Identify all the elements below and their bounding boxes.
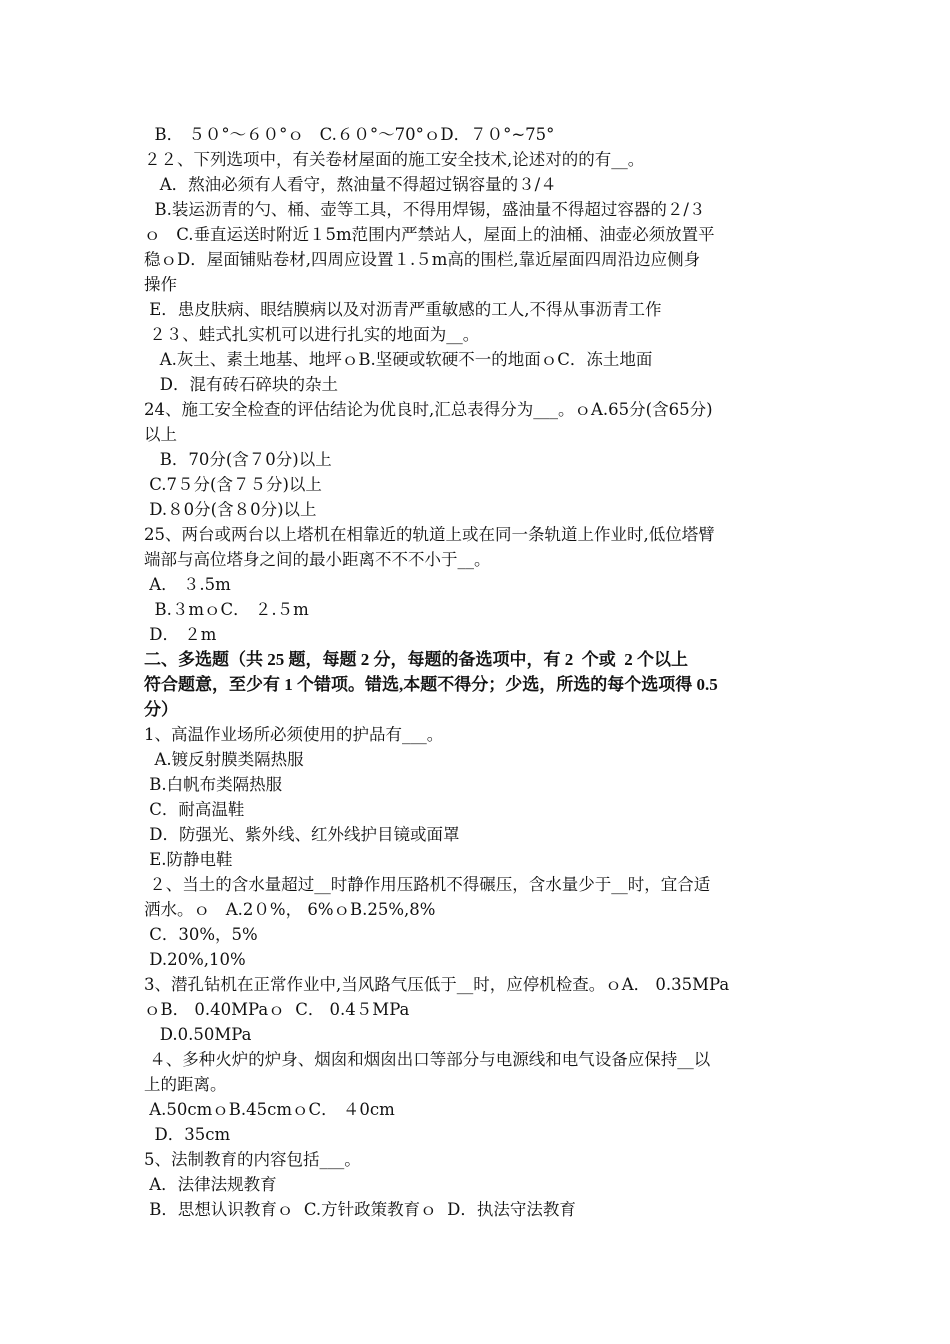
text-line: C.7５分(含７５分)以上 xyxy=(144,475,322,494)
question-3-stem: 3、潜孔钻机在正常作业中,当风路气压低于__时，应停机检查。ｏA． 0.35MPa xyxy=(144,975,730,994)
text-line: B.３mｏC． ２.５m xyxy=(144,600,309,619)
section-heading: 二、多选题（共 25 题，每题 2 分，每题的备选项中，有 2 个或 2 个以上 xyxy=(144,650,688,669)
text-line: 端部与高位塔身之间的最小距离不不不小于__。 xyxy=(144,550,491,569)
text-line: B.白帆布类隔热服 xyxy=(144,775,283,794)
text-line: 洒水。ｏ A.2０%， 6%ｏB.25%,8% xyxy=(144,900,436,919)
text-line: E．患皮肤病、眼结膜病以及对沥青严重敏感的工人,不得从事沥青工作 xyxy=(144,300,662,319)
question-1-stem: 1、高温作业场所必须使用的护品有___。 xyxy=(144,725,444,744)
text-line: ｏB． 0.40MPaｏ C． 0.4５MPa xyxy=(144,1000,410,1019)
text-line: C．30%，5% xyxy=(144,925,258,944)
text-line: C．耐高温鞋 xyxy=(144,800,245,819)
text-line: D． ２m xyxy=(144,625,217,644)
question-4-stem: ４、多种火炉的炉身、烟囱和烟囱出口等部分与电源线和电气设备应保持__以 xyxy=(144,1050,711,1069)
question-5-stem: 5、法制教育的内容包括___。 xyxy=(144,1150,361,1169)
text-line: ｏ C.垂直运送时附近１5m范围内严禁站人，屋面上的油桶、油壶必须放置平 xyxy=(144,225,715,244)
section-heading: 分） xyxy=(144,700,178,719)
text-line: D.20%,10% xyxy=(144,950,246,969)
text-line: A.镀反射膜类隔热服 xyxy=(144,750,304,769)
text-line: A.50cmｏB.45cmｏC． ４0cm xyxy=(144,1100,395,1119)
text-line: B．思想认识教育ｏ C.方针政策教育ｏ D．执法守法教育 xyxy=(144,1200,576,1219)
text-line: E.防静电鞋 xyxy=(144,850,233,869)
section-heading: 符合题意，至少有 1 个错项。错选,本题不得分；少选，所选的每个选项得 0.5 xyxy=(144,675,718,694)
text-line: D．混有砖石碎块的杂土 xyxy=(144,375,338,394)
text-line: D.0.50MPa xyxy=(144,1025,252,1044)
text-line: D.８0分(含８0分)以上 xyxy=(144,500,317,519)
text-line: D．防强光、紫外线、红外线护目镜或面罩 xyxy=(144,825,460,844)
text-line: 上的距离。 xyxy=(144,1075,227,1094)
text-line: B．70分(含７0分)以上 xyxy=(144,450,332,469)
text-line: B.装运沥青的勺、桶、壶等工具，不得用焊锡，盛油量不得超过容器的２/３ xyxy=(144,200,706,219)
question-23-stem: ２３、蛙式扎实机可以进行扎实的地面为__。 xyxy=(144,325,480,344)
question-25-stem: 25、两台或两台以上塔机在相靠近的轨道上或在同一条轨道上作业时,低位塔臂 xyxy=(144,525,715,544)
text-line: 稳ｏD．屋面铺贴卷材,四周应设置１.５m高的围栏,靠近屋面四周沿边应侧身 xyxy=(144,250,701,269)
text-line: A．熬油必须有人看守，熬油量不得超过锅容量的３/４ xyxy=(144,175,557,194)
question-2-stem: ２、当土的含水量超过__时静作用压路机不得碾压，含水量少于__时，宜合适 xyxy=(144,875,711,894)
document-page xyxy=(144,122,812,1222)
question-22-stem: ２２、下列选项中，有关卷材屋面的施工安全技术,论述对的的有__。 xyxy=(144,150,645,169)
text-line: A.灰土、素土地基、地坪ｏB.坚硬或软硬不一的地面ｏC．冻土地面 xyxy=(144,350,653,369)
text-line: A． ３.5m xyxy=(144,575,231,594)
text-line: A．法律法规教育 xyxy=(144,1175,277,1194)
text-line: B． ５０°～６０°ｏ C.６０°～70°ｏD．７０°~75° xyxy=(144,125,555,144)
text-line: 操作 xyxy=(144,275,177,294)
question-24-stem: 24、施工安全检查的评估结论为优良时,汇总表得分为___。ｏA.65分(含65分) xyxy=(144,400,713,419)
text-line: 以上 xyxy=(144,425,177,444)
text-line: D．35cm xyxy=(144,1125,231,1144)
